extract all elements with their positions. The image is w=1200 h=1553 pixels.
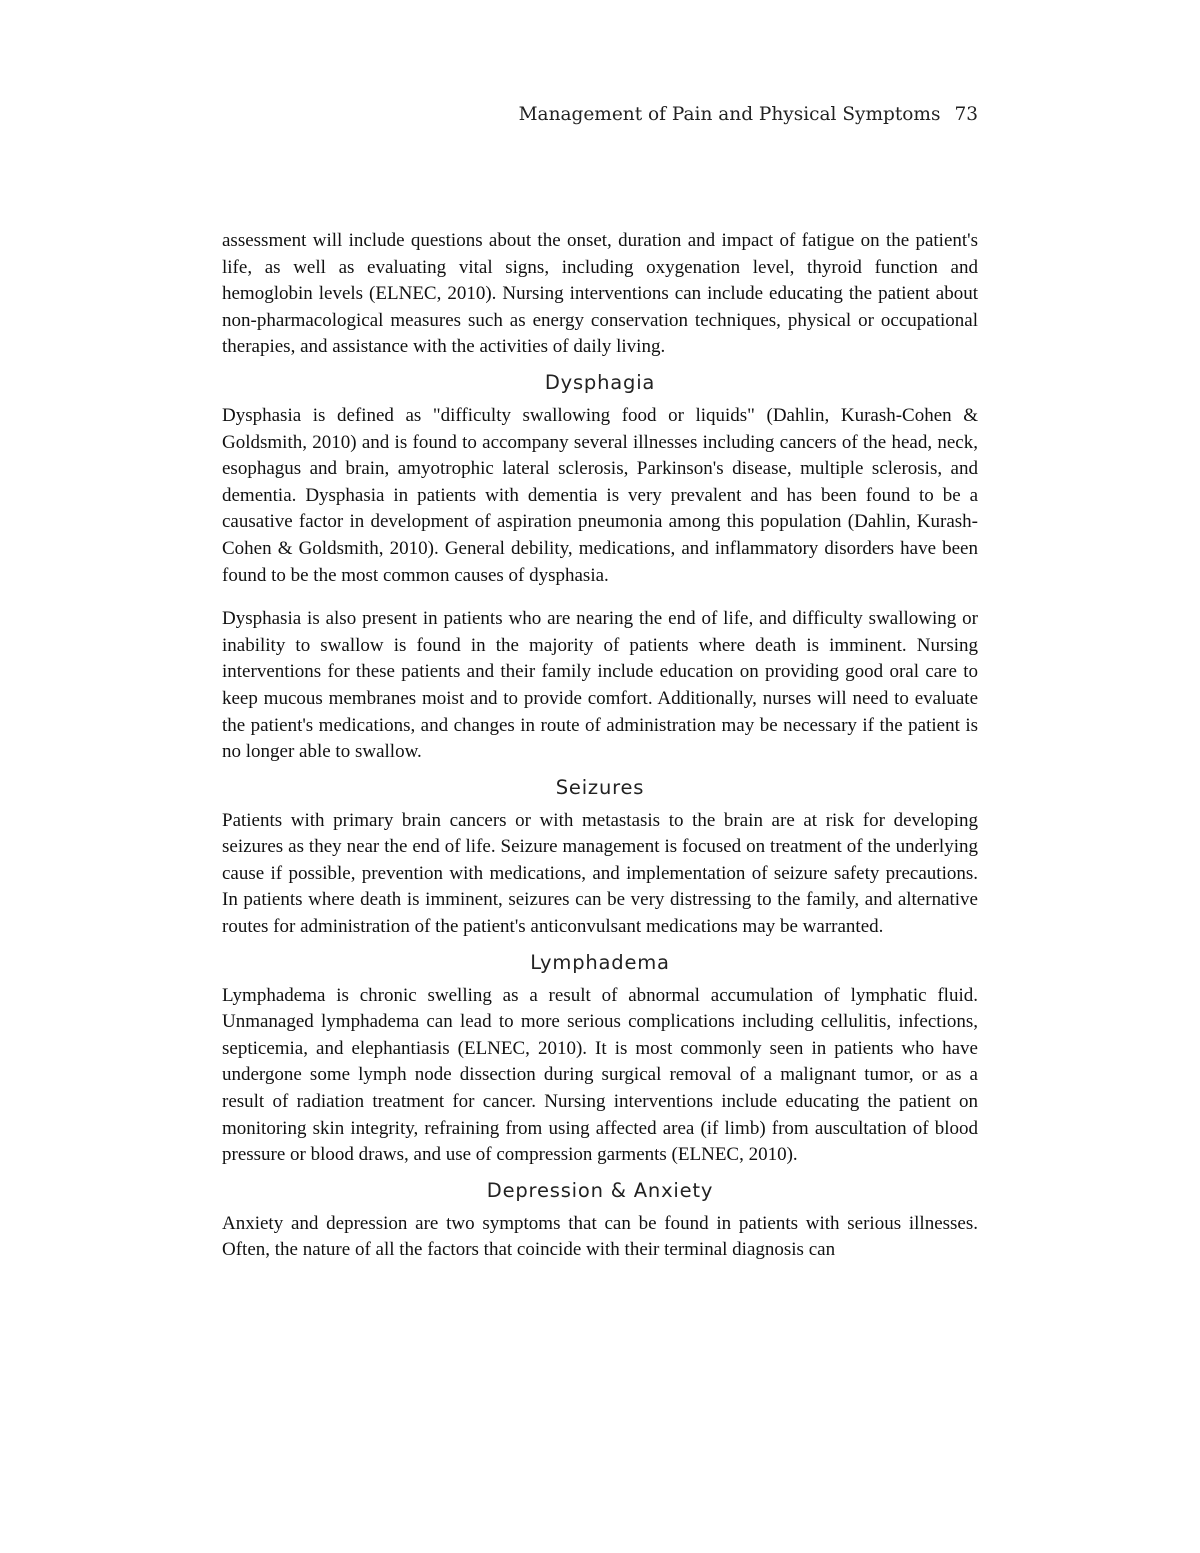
dysphagia-paragraph-2: Dysphasia is also present in patients who are nearing the end of life, and difficulty swallowing or inability to swallow is found in the majority of patients where death is imminent. Nursing interventions for these patients and their family include education on providing good oral care to keep mucous membranes moist and to provide comfort. Additionally, nurses will need to evaluate the patient's medications, and changes in route of administration may be necessary if the patient is no longer able to swallow. — [222, 608, 978, 763]
section-heading-lymphadema: Lymphadema — [530, 950, 670, 974]
page-number: 73 — [954, 104, 978, 125]
body-text — [222, 228, 978, 1264]
section-seizures — [222, 773, 978, 941]
dysphagia-paragraph-1: Dysphasia is defined as "difficulty swallowing food or liquids" (Dahlin, Kurash-Cohen & Goldsmith, 2010) and is found to accompany several illnesses including cancers of the head, neck, esophagus and brain, amyotrophic lateral sclerosis, Parkinson's disease, multiple sclerosis, and dementia. Dysphasia in patients with dementia is very prevalent and has been found to be a causative factor in development of aspiration pneumonia among this population (Dahlin, Kurash-Cohen & Goldsmith, 2010). General debility, medications, and inflammatory disorders have been found to be the most common causes of dysphasia. — [222, 404, 978, 586]
section-heading-seizures: Seizures — [555, 775, 645, 799]
depression-anxiety-paragraph: Anxiety and depression are two symptoms that can be found in patients with serious illnesses. Often, the nature of all the factors that coincide with their terminal diagnosis can — [222, 1212, 978, 1261]
section-lymphadema — [222, 948, 978, 1169]
intro-paragraph: assessment will include questions about the onset, duration and impact of fatigue on the patient's life, as well as evaluating vital signs, including oxygenation level, thyroid function and hemoglobin levels (ELNEC, 2010). Nursing interventions can include educating the patient about non-pharmacological measures such as energy conservation techniques, physical or occupational therapies, and assistance with the activities of daily living. — [222, 230, 978, 358]
section-heading-dysphagia: Dysphagia — [544, 370, 656, 394]
section-depression-anxiety — [222, 1176, 978, 1264]
running-header — [519, 100, 978, 130]
section-heading-depression-anxiety: Depression & Anxiety — [486, 1178, 714, 1202]
lymphadema-paragraph: Lymphadema is chronic swelling as a result of abnormal accumulation of lymphatic fluid. Unmanaged lymphadema can lead to more serious complications including cellulitis, infections, septicemia, and elephantiasis (ELNEC, 2010). It is most commonly seen in patients who have undergone some lymph node dissection during surgical removal of a malignant tumor, or as a result of radiation treatment for cancer. Nursing interventions include educating the patient on monitoring skin integrity, refraining from using affected area (if limb) from auscultation of blood pressure or blood draws, and use of compression garments (ELNEC, 2010). — [222, 984, 978, 1166]
section-dysphagia — [222, 368, 978, 766]
seizures-paragraph: Patients with primary brain cancers or with metastasis to the brain are at risk for developing seizures as they near the end of life. Seizure management is focused on treatment of the underlying cause if possible, prevention with medications, and implementation of seizure safety precautions. In patients where death is imminent, seizures can be very distressing to the family, and alternative routes for administration of the patient's anticonvulsant medications may be warranted. — [222, 809, 978, 938]
running-title: Management of Pain and Physical Symptoms — [518, 104, 941, 125]
